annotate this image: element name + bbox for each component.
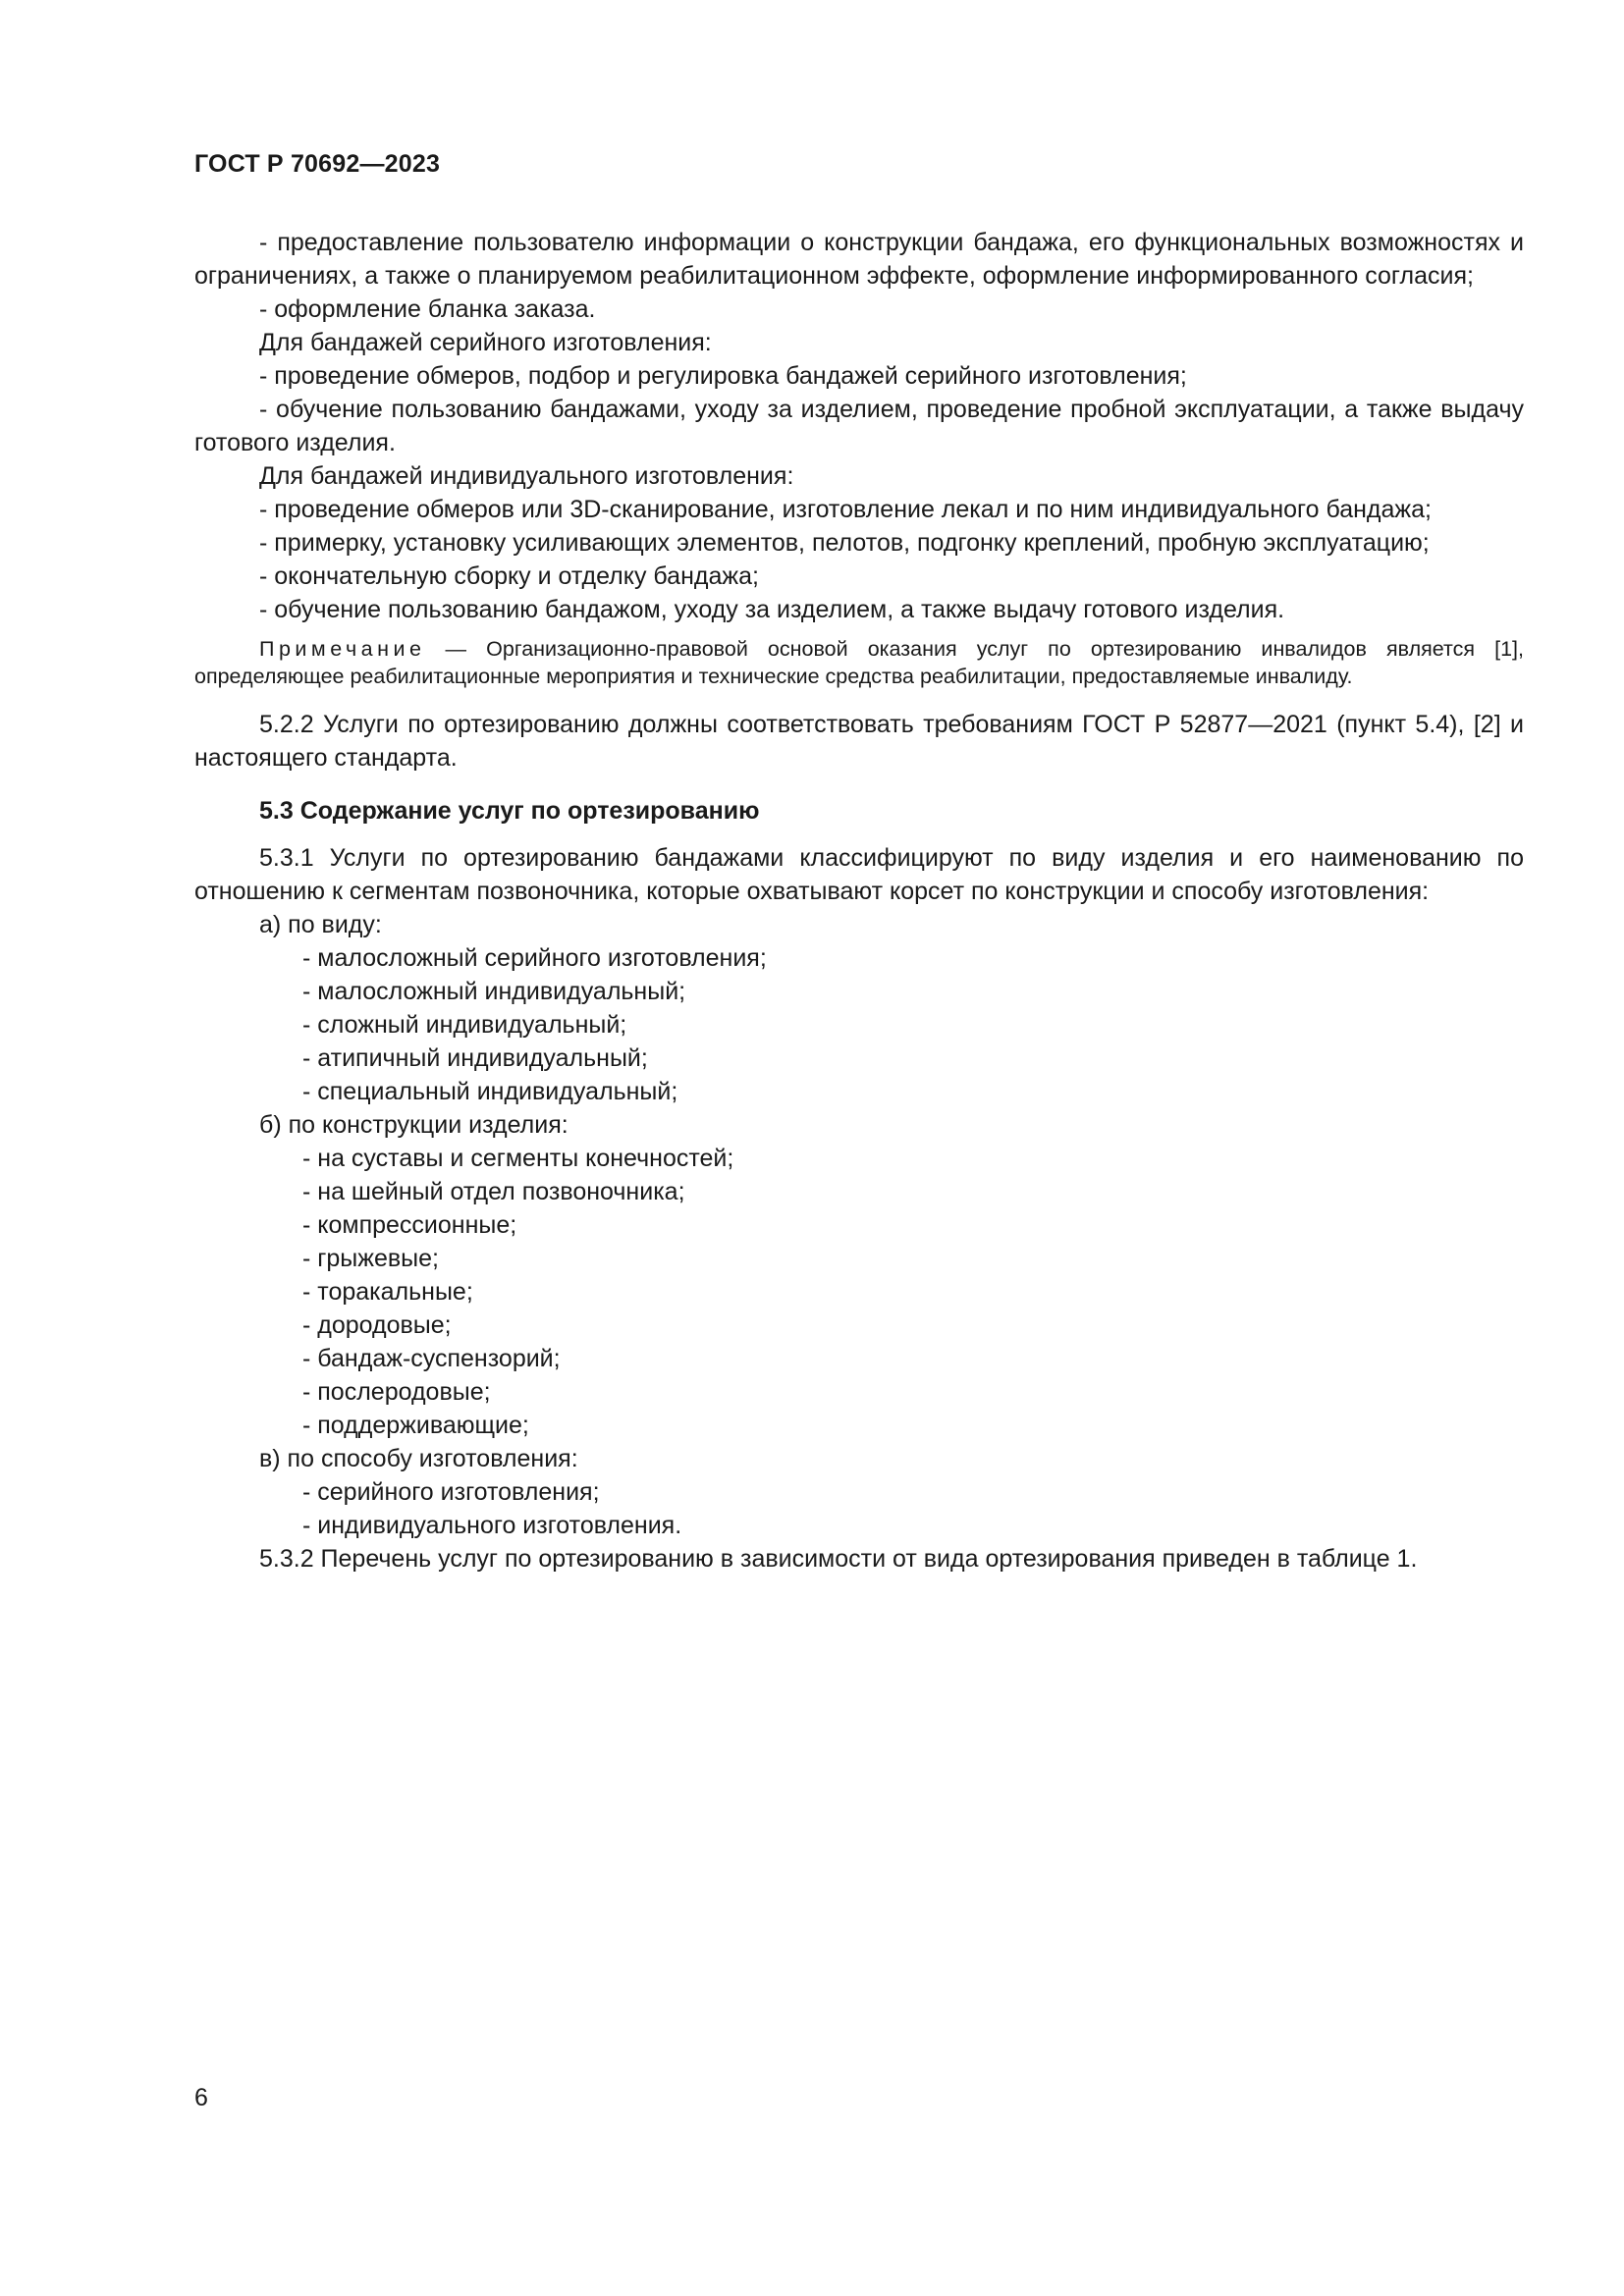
note-label: Примечание <box>259 637 426 661</box>
document-body <box>194 226 1524 1575</box>
document-header: ГОСТ Р 70692—2023 <box>194 150 441 178</box>
list-item: - на суставы и сегменты конечностей; <box>302 1145 734 1172</box>
paragraph: - проведение обмеров, подбор и регулировка бандажей серийного изготовления; <box>259 362 1187 390</box>
page-number: 6 <box>194 2084 208 2111</box>
paragraph: - окончательную сборку и отделку бандажа; <box>259 562 759 590</box>
paragraph: Для бандажей индивидуального изготовления: <box>259 462 794 490</box>
list-group-title: а) по виду: <box>259 911 382 938</box>
list-item: - атипичный индивидуальный; <box>302 1044 648 1072</box>
list-group-title: в) по способу изготовления: <box>259 1445 578 1472</box>
list-item: - торакальные; <box>302 1278 473 1306</box>
paragraph-5-3-2: 5.3.2 Перечень услуг по ортезированию в зависимости от вида ортезирования приведен в таблице 1. <box>259 1545 1418 1573</box>
list-item: - специальный индивидуальный; <box>302 1078 678 1105</box>
list-item: - бандаж-суспензорий; <box>302 1345 561 1372</box>
list-item: - индивидуального изготовления. <box>302 1512 682 1539</box>
paragraph: - примерку, установку усиливающих элементов, пелотов, подгонку креплений, пробную эксплуатацию; <box>259 529 1430 557</box>
paragraph: - оформление бланка заказа. <box>259 295 596 323</box>
paragraph: - проведение обмеров или 3D-сканирование, изготовление лекал и по ним индивидуального бандажа; <box>259 496 1432 523</box>
list-group-title: б) по конструкции изделия: <box>259 1111 568 1139</box>
note <box>194 635 1524 690</box>
list-item: - дородовые; <box>302 1311 452 1339</box>
list-item: - послеродовые; <box>302 1378 491 1406</box>
list-item: - на шейный отдел позвоночника; <box>302 1178 685 1205</box>
note-text: — Организационно-правовой основой оказания услуг по ортезированию инвалидов является [1], определяющее реабилитационные мероприятия и технические средства реабилитации, предоставляемые инвалиду. <box>194 637 1524 688</box>
list-item: - грыжевые; <box>302 1245 439 1272</box>
section-heading: 5.3 Содержание услуг по ортезированию <box>259 797 760 825</box>
paragraph: Для бандажей серийного изготовления: <box>259 329 712 356</box>
list-item: - малосложный индивидуальный; <box>302 978 686 1005</box>
list-item: - компрессионные; <box>302 1211 517 1239</box>
list-item: - серийного изготовления; <box>302 1478 600 1506</box>
paragraph: - обучение пользованию бандажом, уходу за изделием, а также выдачу готового изделия. <box>259 596 1285 623</box>
list-item: - сложный индивидуальный; <box>302 1011 627 1039</box>
list-item: - малосложный серийного изготовления; <box>302 944 767 972</box>
paragraph-5-2-2: 5.2.2 Услуги по ортезированию должны соответствовать требованиям ГОСТ Р 52877—2021 (пункт 5.4), [2] и настоящего стандарта. <box>194 711 1524 772</box>
list-item: - поддерживающие; <box>302 1412 529 1439</box>
paragraph-5-3-1: 5.3.1 Услуги по ортезированию бандажами классифицируют по виду изделия и его наименованию по отношению к сегментам позвоночника, которые охватывают корсет по конструкции и способу изготовления: <box>194 844 1524 905</box>
paragraph: - обучение пользованию бандажами, уходу за изделием, проведение пробной эксплуатации, а также выдачу готового изделия. <box>194 396 1524 456</box>
paragraph: - предоставление пользователю информации о конструкции бандажа, его функциональных возможностях и ограничениях, а также о планируемом реабилитационном эффекте, оформление информированного согласия; <box>194 229 1524 290</box>
